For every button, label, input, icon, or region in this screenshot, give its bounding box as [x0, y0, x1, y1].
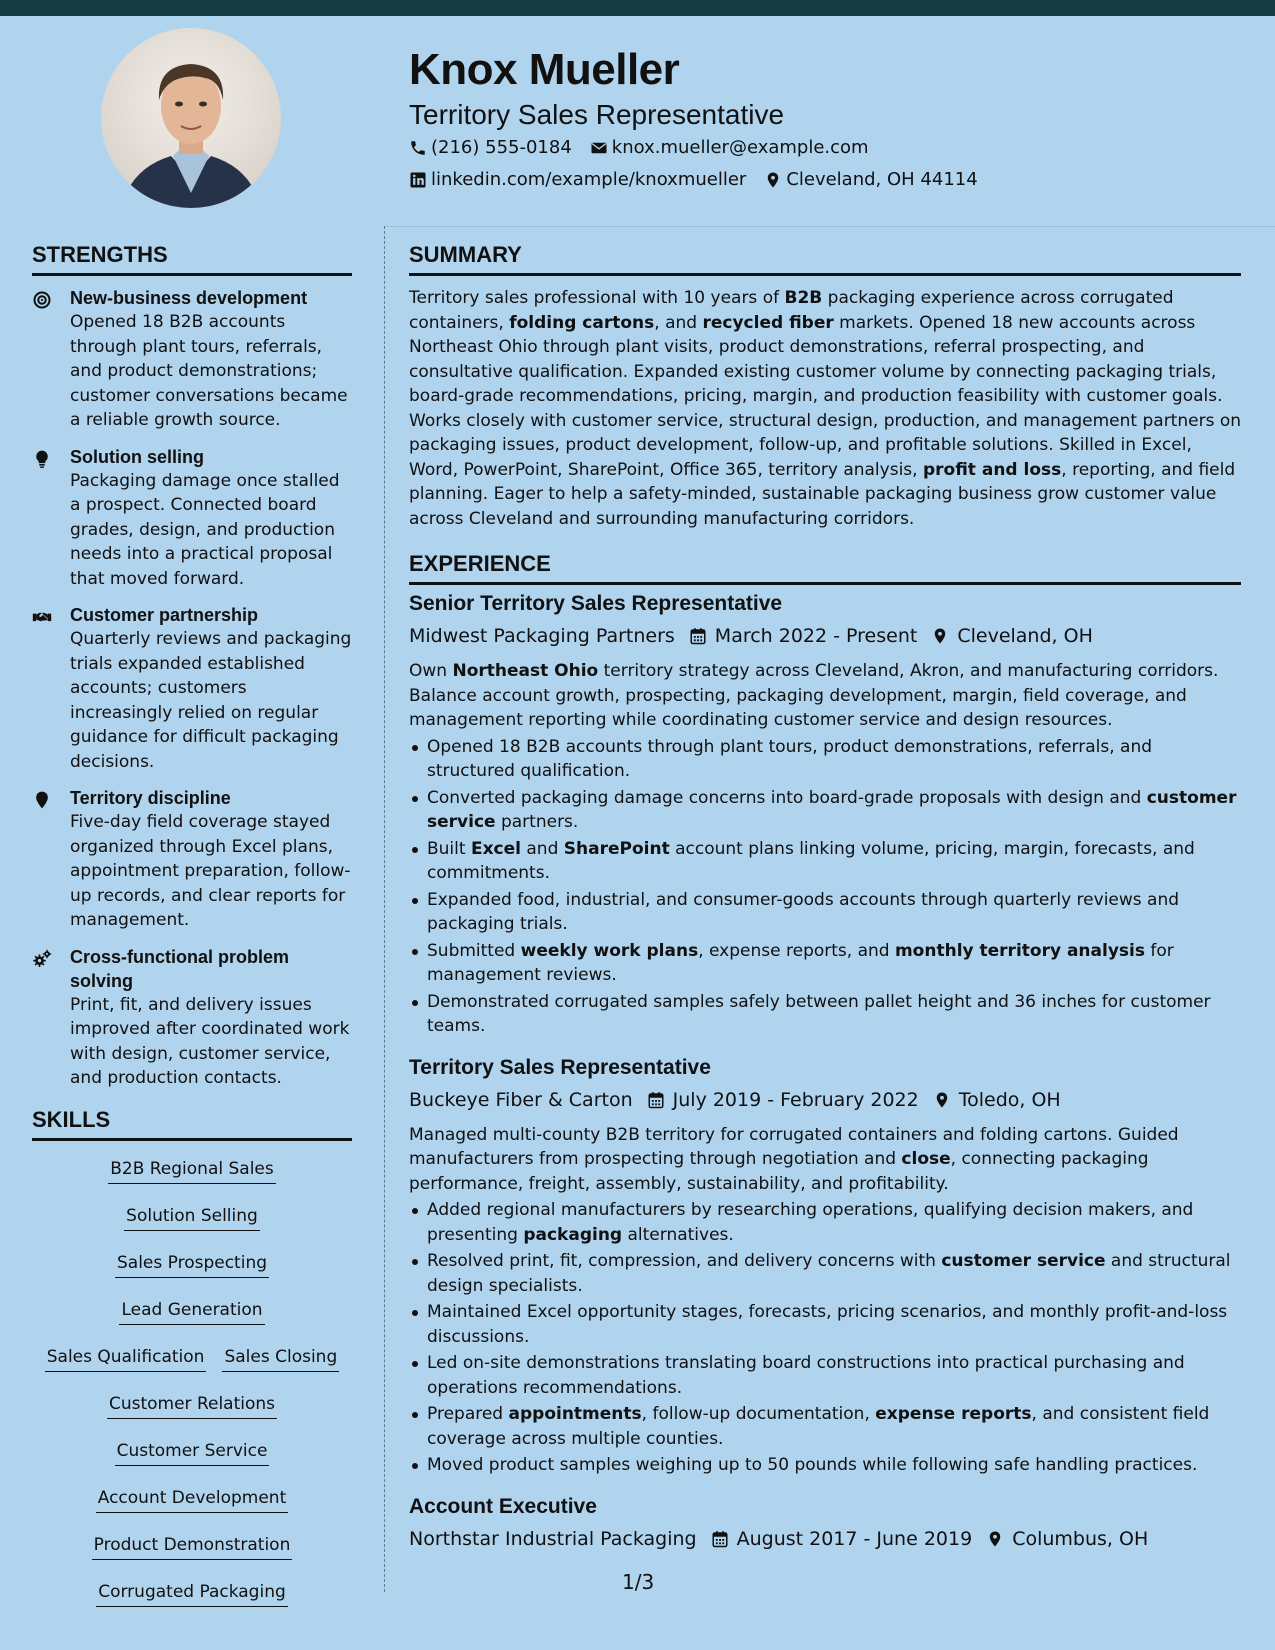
company-name: Buckeye Fiber & Carton [409, 1088, 633, 1111]
job-dates: July 2019 - February 2022 [672, 1088, 919, 1111]
strengths-heading: STRENGTHS [32, 238, 352, 276]
summary-heading: SUMMARY [409, 238, 1241, 276]
strengths-list [32, 286, 352, 1091]
calendar-icon [647, 1091, 665, 1109]
job-entry [409, 1492, 1241, 1556]
strength-item [32, 445, 352, 592]
job-description: Own Northeast Ohio territory strategy across Cleveland, Akron, and manufacturing corridors. Balance account growth, prospecting, packaging development, margin, field coverage, and management reporting while coordinating customer service and design resources. [409, 661, 1219, 730]
job-meta [409, 619, 1241, 653]
job-location: Cleveland, OH [957, 625, 1093, 647]
map-pin-icon [32, 786, 70, 933]
job-bullet: Prepared appointments, follow-up documentation, expense reports, and consistent field coverage across multiple counties. [409, 1402, 1241, 1451]
job-dates: March 2022 - Present [714, 625, 918, 647]
candidate-name: Knox Mueller [409, 45, 680, 94]
job-dates: August 2017 - June 2019 [736, 1527, 973, 1550]
skill-tag: Customer Service [115, 1439, 270, 1466]
strength-item [32, 786, 352, 933]
experience-heading: EXPERIENCE [409, 547, 1241, 585]
email-icon [590, 139, 608, 157]
contact-row-2 [409, 164, 1229, 196]
job-description: Managed multi-county B2B territory for corrugated containers and folding cartons. Guided manufacturers from prospecting through negotiation and close, connecting packaging performance, freight, assembly, sustainability, and profitability. [409, 1124, 1179, 1194]
job-bullet: Led on-site demonstrations translating board constructions into practical purchasing and operations recommendations. [409, 1351, 1241, 1400]
contact-row-1 [409, 132, 1229, 164]
skill-tag: B2B Regional Sales [108, 1157, 276, 1184]
job-bullet: Built Excel and SharePoint account plans linking volume, pricing, margin, forecasts, and commitments. [409, 837, 1241, 886]
job-meta [409, 1083, 1241, 1117]
phone-icon [409, 139, 427, 157]
map-pin-icon [931, 627, 949, 645]
page-number: 1/3 [622, 1570, 655, 1594]
job-bullet: Added regional manufacturers by researching operations, qualifying decision makers, and presenting packaging alternatives. [409, 1198, 1241, 1247]
header-divider [384, 226, 1275, 227]
job-bullet: Converted packaging damage concerns into board-grade proposals with design and customer service partners. [409, 786, 1241, 835]
linkedin-icon [409, 171, 427, 189]
strength-item [32, 286, 352, 433]
strength-description: Quarterly reviews and packaging trials expanded established accounts; customers increasingly relied on regular guidance for difficult packaging decisions. [70, 629, 352, 772]
resume-header [409, 40, 1229, 196]
email-item[interactable] [590, 132, 869, 164]
column-divider [384, 226, 385, 1592]
gears-icon [32, 945, 70, 1091]
skill-tag: Product Demonstration [92, 1533, 293, 1560]
strength-item [32, 945, 352, 1091]
strength-description: Five-day field coverage stayed organized through Excel plans, appointment preparation, follow-up records, and clear reports for management. [70, 812, 351, 930]
strength-description: Opened 18 B2B accounts through plant tours, referrals, and product demonstrations; customer conversations became a reliable growth source. [70, 312, 348, 430]
job-bullet: Moved product samples weighing up to 50 pounds while following safe handling practices. [409, 1453, 1241, 1478]
job-entry [409, 589, 1241, 1039]
job-meta [409, 1522, 1241, 1556]
skill-tag: Sales Closing [222, 1345, 339, 1372]
skill-tag: Customer Relations [107, 1392, 277, 1419]
phone-item[interactable] [409, 132, 572, 164]
target-icon [32, 286, 70, 433]
map-pin-icon [933, 1091, 951, 1109]
calendar-icon [711, 1530, 729, 1548]
skills-list [32, 1151, 352, 1621]
left-column [32, 238, 352, 1621]
strength-description: Print, fit, and delivery issues improved after coordinated work with design, customer service, and production contacts. [70, 994, 350, 1088]
company-name: Northstar Industrial Packaging [409, 1527, 697, 1550]
job-bullet: Submitted weekly work plans, expense reports, and monthly territory analysis for management reviews. [409, 939, 1241, 988]
job-title: Senior Territory Sales Representative [409, 592, 783, 615]
job-location: Columbus, OH [1012, 1527, 1149, 1550]
job-bullet: Opened 18 B2B accounts through plant tours, product demonstrations, referrals, and structured qualification. [409, 735, 1241, 784]
map-pin-icon [986, 1530, 1004, 1548]
job-bullet: Demonstrated corrugated samples safely between pallet height and 36 inches for customer teams. [409, 990, 1241, 1039]
skill-tag: Account Development [96, 1486, 289, 1513]
experience-list [409, 589, 1241, 1556]
lightbulb-icon [32, 445, 70, 592]
map-pin-icon [764, 171, 782, 189]
job-bullet: Maintained Excel opportunity stages, forecasts, pricing scenarios, and monthly profit-and-loss discussions. [409, 1300, 1241, 1349]
strength-title: Territory discipline [70, 788, 231, 808]
job-title: Account Executive [409, 1494, 597, 1518]
top-bar [0, 0, 1275, 16]
job-bullets [409, 735, 1241, 1039]
skill-tag: Sales Qualification [45, 1345, 207, 1372]
company-name: Midwest Packaging Partners [409, 625, 675, 647]
job-location: Toledo, OH [958, 1088, 1061, 1111]
strength-title: Customer partnership [70, 605, 259, 625]
job-bullet: Expanded food, industrial, and consumer-goods accounts through quarterly reviews and packaging trials. [409, 888, 1241, 937]
skill-tag: Corrugated Packaging [96, 1580, 288, 1607]
strength-title: Cross-functional problem solving [70, 946, 290, 991]
location-text: Cleveland, OH 44114 [786, 169, 978, 190]
skill-tag: Lead Generation [119, 1298, 264, 1325]
candidate-role: Territory Sales Representative [409, 99, 785, 130]
handshake-icon [32, 603, 70, 774]
email-text: knox.mueller@example.com [611, 137, 869, 158]
skills-heading: SKILLS [32, 1103, 352, 1141]
job-bullets [409, 1198, 1241, 1478]
job-title: Territory Sales Representative [409, 1055, 711, 1079]
strength-title: Solution selling [70, 446, 204, 467]
strength-description: Packaging damage once stalled a prospect. Connected board grades, design, and production needs into a practical proposal that moved forward. [70, 470, 340, 589]
skill-tag: Solution Selling [124, 1204, 260, 1231]
calendar-icon [689, 627, 707, 645]
linkedin-text: linkedin.com/example/knoxmueller [431, 169, 747, 190]
summary-text: Territory sales professional with 10 years of B2B packaging experience across corrugated containers, folding cartons, and recycled fiber markets. Opened 18 new accounts across Northeast Ohio through plant visits, product demonstrations, referral prospecting, and consultative qualification. Expanded existing customer volume by connecting packaging trials, board-grade recommendations, pricing, margin, and production feasibility with customer goals. Works closely with customer service, structural design, production, and management partners on packaging issues, product development, follow-up, and profitable solutions. Skilled in Excel, Word, PowerPoint, SharePoint, Office 365, territory analysis, profit and loss, reporting, and field planning. Eager to help a safety-minded, sustainable packaging business grow customer value across Cleveland and surrounding manufacturing corridors. [409, 288, 1242, 529]
location-item [764, 164, 977, 196]
strength-item [32, 603, 352, 774]
skill-tag: Sales Prospecting [115, 1251, 269, 1278]
profile-photo [101, 28, 281, 208]
job-bullet: Resolved print, fit, compression, and delivery concerns with customer service and structural design specialists. [409, 1249, 1241, 1298]
job-entry [409, 1053, 1241, 1478]
phone-text: (216) 555-0184 [431, 137, 572, 158]
right-column [409, 238, 1241, 1556]
strength-title: New-business development [70, 288, 308, 308]
linkedin-item[interactable] [409, 164, 746, 196]
